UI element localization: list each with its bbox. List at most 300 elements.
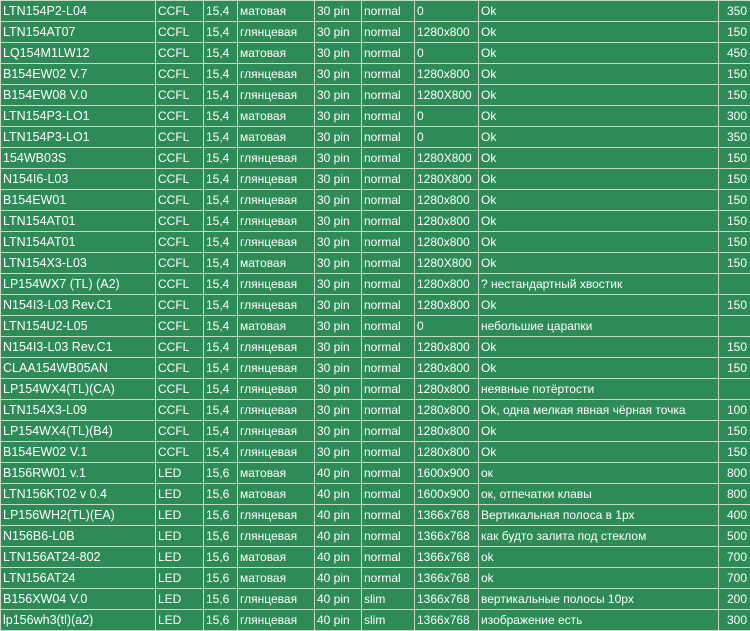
- surface-cell: глянцевая: [238, 610, 315, 631]
- price-cell: 200: [719, 589, 750, 610]
- table-row: [1, 43, 750, 64]
- table-row: [1, 505, 750, 526]
- thickness-cell: normal: [362, 64, 415, 85]
- surface-cell: матовая: [238, 484, 315, 505]
- condition-cell: Ok: [479, 211, 719, 232]
- price-cell: 150: [719, 421, 750, 442]
- condition-cell: Ok: [479, 190, 719, 211]
- condition-cell: ок: [479, 463, 719, 484]
- table-row: [1, 148, 750, 169]
- surface-cell: матовая: [238, 106, 315, 127]
- condition-cell: Вертикальная полоса в 1рх: [479, 505, 719, 526]
- condition-cell: Ok: [479, 295, 719, 316]
- resolution-cell: 1366x768: [415, 610, 479, 631]
- pins-cell: 40 pin: [315, 568, 362, 589]
- surface-cell: глянцевая: [238, 337, 315, 358]
- model-cell: lp156wh3(tl)(a2): [1, 610, 156, 631]
- price-cell: 500: [719, 526, 750, 547]
- resolution-cell: 1280x800: [415, 379, 479, 400]
- condition-cell: небольшие царапки: [479, 316, 719, 337]
- pins-cell: 30 pin: [315, 253, 362, 274]
- resolution-cell: 0: [415, 106, 479, 127]
- pins-cell: 30 pin: [315, 274, 362, 295]
- model-cell: B154EW02 V.7: [1, 64, 156, 85]
- condition-cell: Ok: [479, 421, 719, 442]
- pins-cell: 40 pin: [315, 610, 362, 631]
- thickness-cell: normal: [362, 484, 415, 505]
- thickness-cell: normal: [362, 568, 415, 589]
- size-cell: 15,4: [204, 358, 238, 379]
- resolution-cell: 1280X800: [415, 148, 479, 169]
- size-cell: 15,6: [204, 547, 238, 568]
- backlight-cell: LED: [156, 610, 204, 631]
- surface-cell: глянцевая: [238, 505, 315, 526]
- surface-cell: глянцевая: [238, 232, 315, 253]
- price-cell: 350: [719, 1, 750, 22]
- pins-cell: 30 pin: [315, 421, 362, 442]
- surface-cell: глянцевая: [238, 85, 315, 106]
- resolution-cell: 0: [415, 1, 479, 22]
- surface-cell: матовая: [238, 463, 315, 484]
- price-cell: [719, 316, 750, 337]
- model-cell: N156B6-L0B: [1, 526, 156, 547]
- surface-cell: глянцевая: [238, 190, 315, 211]
- table-row: [1, 190, 750, 211]
- model-cell: LTN156AT24: [1, 568, 156, 589]
- backlight-cell: CCFL: [156, 127, 204, 148]
- surface-cell: глянцевая: [238, 358, 315, 379]
- condition-cell: Ok, одна мелкая явная чёрная точка: [479, 400, 719, 421]
- model-cell: LTN154U2-L05: [1, 316, 156, 337]
- pins-cell: 30 pin: [315, 127, 362, 148]
- price-cell: 150: [719, 442, 750, 463]
- backlight-cell: CCFL: [156, 442, 204, 463]
- surface-cell: матовая: [238, 547, 315, 568]
- price-cell: 150: [719, 295, 750, 316]
- condition-cell: вертикальные полосы 10px: [479, 589, 719, 610]
- table-row: [1, 316, 750, 337]
- price-cell: 450: [719, 43, 750, 64]
- size-cell: 15,6: [204, 610, 238, 631]
- backlight-cell: CCFL: [156, 1, 204, 22]
- price-cell: 150: [719, 232, 750, 253]
- backlight-cell: LED: [156, 589, 204, 610]
- thickness-cell: normal: [362, 274, 415, 295]
- pins-cell: 30 pin: [315, 190, 362, 211]
- surface-cell: глянцевая: [238, 22, 315, 43]
- table-row: [1, 589, 750, 610]
- resolution-cell: 1280X800: [415, 169, 479, 190]
- size-cell: 15,6: [204, 484, 238, 505]
- condition-cell: Ok: [479, 22, 719, 43]
- backlight-cell: CCFL: [156, 274, 204, 295]
- size-cell: 15,4: [204, 211, 238, 232]
- model-cell: LTN154P3-LO1: [1, 127, 156, 148]
- condition-cell: Ok: [479, 148, 719, 169]
- size-cell: 15,6: [204, 526, 238, 547]
- model-cell: B156RW01 v.1: [1, 463, 156, 484]
- size-cell: 15,4: [204, 85, 238, 106]
- surface-cell: глянцевая: [238, 169, 315, 190]
- thickness-cell: normal: [362, 400, 415, 421]
- condition-cell: неявные потёртости: [479, 379, 719, 400]
- price-cell: 700: [719, 547, 750, 568]
- resolution-cell: 1366x768: [415, 547, 479, 568]
- thickness-cell: normal: [362, 379, 415, 400]
- table-row: [1, 211, 750, 232]
- price-cell: 150: [719, 64, 750, 85]
- resolution-cell: 1280x800: [415, 211, 479, 232]
- table-row: [1, 22, 750, 43]
- model-cell: CLAA154WB05AN: [1, 358, 156, 379]
- model-cell: LTN154X3-L03: [1, 253, 156, 274]
- pins-cell: 30 pin: [315, 211, 362, 232]
- thickness-cell: normal: [362, 232, 415, 253]
- backlight-cell: CCFL: [156, 316, 204, 337]
- pins-cell: 30 pin: [315, 22, 362, 43]
- pins-cell: 30 pin: [315, 232, 362, 253]
- model-cell: LP156WH2(TL)(EA): [1, 505, 156, 526]
- price-cell: 150: [719, 85, 750, 106]
- model-cell: LP154WX4(TL)(B4): [1, 421, 156, 442]
- size-cell: 15,6: [204, 589, 238, 610]
- model-cell: LTN154P3-LO1: [1, 106, 156, 127]
- price-cell: [719, 379, 750, 400]
- backlight-cell: CCFL: [156, 400, 204, 421]
- surface-cell: матовая: [238, 316, 315, 337]
- resolution-cell: 1280x800: [415, 421, 479, 442]
- resolution-cell: 0: [415, 316, 479, 337]
- size-cell: 15,4: [204, 295, 238, 316]
- condition-cell: Ok: [479, 43, 719, 64]
- thickness-cell: normal: [362, 505, 415, 526]
- size-cell: 15,6: [204, 568, 238, 589]
- table-row: [1, 274, 750, 295]
- resolution-cell: 1280x800: [415, 442, 479, 463]
- pins-cell: 30 pin: [315, 1, 362, 22]
- pins-cell: 30 pin: [315, 337, 362, 358]
- model-cell: LTN154AT01: [1, 211, 156, 232]
- model-cell: LTN156AT24-802: [1, 547, 156, 568]
- pins-cell: 30 pin: [315, 148, 362, 169]
- resolution-cell: 1280x800: [415, 358, 479, 379]
- table-row: [1, 85, 750, 106]
- condition-cell: Ok: [479, 85, 719, 106]
- condition-cell: Ok: [479, 253, 719, 274]
- condition-cell: Ok: [479, 358, 719, 379]
- resolution-cell: 1280x800: [415, 295, 479, 316]
- thickness-cell: normal: [362, 127, 415, 148]
- table-row: [1, 232, 750, 253]
- thickness-cell: slim: [362, 589, 415, 610]
- price-cell: 300: [719, 106, 750, 127]
- size-cell: 15,4: [204, 43, 238, 64]
- table-row: [1, 106, 750, 127]
- backlight-cell: LED: [156, 547, 204, 568]
- thickness-cell: normal: [362, 547, 415, 568]
- size-cell: 15,4: [204, 253, 238, 274]
- model-cell: N154I6-L03: [1, 169, 156, 190]
- surface-cell: глянцевая: [238, 274, 315, 295]
- thickness-cell: normal: [362, 211, 415, 232]
- pins-cell: 30 pin: [315, 85, 362, 106]
- table-row: [1, 379, 750, 400]
- pins-cell: 40 pin: [315, 589, 362, 610]
- condition-cell: Ok: [479, 337, 719, 358]
- backlight-cell: CCFL: [156, 211, 204, 232]
- pins-cell: 30 pin: [315, 442, 362, 463]
- size-cell: 15,4: [204, 22, 238, 43]
- thickness-cell: normal: [362, 421, 415, 442]
- thickness-cell: normal: [362, 526, 415, 547]
- price-cell: 150: [719, 190, 750, 211]
- table-row: [1, 169, 750, 190]
- surface-cell: глянцевая: [238, 589, 315, 610]
- backlight-cell: CCFL: [156, 295, 204, 316]
- surface-cell: матовая: [238, 1, 315, 22]
- condition-cell: как будто залита под стеклом: [479, 526, 719, 547]
- model-cell: B156XW04 V.0: [1, 589, 156, 610]
- backlight-cell: CCFL: [156, 358, 204, 379]
- size-cell: 15,4: [204, 379, 238, 400]
- backlight-cell: CCFL: [156, 421, 204, 442]
- backlight-cell: CCFL: [156, 106, 204, 127]
- condition-cell: Ok: [479, 1, 719, 22]
- thickness-cell: normal: [362, 43, 415, 64]
- thickness-cell: normal: [362, 1, 415, 22]
- size-cell: 15,4: [204, 169, 238, 190]
- size-cell: 15,6: [204, 505, 238, 526]
- resolution-cell: 1366x768: [415, 526, 479, 547]
- size-cell: 15,4: [204, 190, 238, 211]
- size-cell: 15,4: [204, 127, 238, 148]
- resolution-cell: 1280x800: [415, 190, 479, 211]
- backlight-cell: LED: [156, 568, 204, 589]
- table-row: [1, 253, 750, 274]
- pins-cell: 30 pin: [315, 43, 362, 64]
- backlight-cell: CCFL: [156, 64, 204, 85]
- price-cell: 150: [719, 358, 750, 379]
- size-cell: 15,4: [204, 1, 238, 22]
- backlight-cell: LED: [156, 463, 204, 484]
- thickness-cell: normal: [362, 22, 415, 43]
- price-cell: 400: [719, 505, 750, 526]
- model-cell: LP154WX7 (TL) (A2): [1, 274, 156, 295]
- table-row: [1, 127, 750, 148]
- condition-cell: Ok: [479, 232, 719, 253]
- backlight-cell: CCFL: [156, 85, 204, 106]
- price-cell: 350: [719, 127, 750, 148]
- pins-cell: 40 pin: [315, 484, 362, 505]
- price-cell: 300: [719, 610, 750, 631]
- condition-cell: Ok: [479, 106, 719, 127]
- resolution-cell: 1280x800: [415, 64, 479, 85]
- model-cell: B154EW01: [1, 190, 156, 211]
- pins-cell: 30 pin: [315, 295, 362, 316]
- table-body: [1, 1, 750, 631]
- resolution-cell: 1280x800: [415, 400, 479, 421]
- surface-cell: глянцевая: [238, 421, 315, 442]
- resolution-cell: 1600x900: [415, 484, 479, 505]
- condition-cell: Ok: [479, 64, 719, 85]
- price-cell: [719, 274, 750, 295]
- price-cell: 150: [719, 148, 750, 169]
- model-cell: N154I3-L03 Rev.C1: [1, 337, 156, 358]
- table-row: [1, 358, 750, 379]
- resolution-cell: 1366x768: [415, 568, 479, 589]
- condition-cell: ? нестандартный хвостик: [479, 274, 719, 295]
- table-row: [1, 400, 750, 421]
- resolution-cell: 1600x900: [415, 463, 479, 484]
- thickness-cell: normal: [362, 253, 415, 274]
- model-cell: LQ154M1LW12: [1, 43, 156, 64]
- thickness-cell: normal: [362, 442, 415, 463]
- backlight-cell: CCFL: [156, 169, 204, 190]
- resolution-cell: 1366x768: [415, 589, 479, 610]
- condition-cell: изображение есть: [479, 610, 719, 631]
- backlight-cell: CCFL: [156, 253, 204, 274]
- surface-cell: глянцевая: [238, 211, 315, 232]
- size-cell: 15,6: [204, 463, 238, 484]
- thickness-cell: slim: [362, 610, 415, 631]
- thickness-cell: normal: [362, 190, 415, 211]
- size-cell: 15,4: [204, 442, 238, 463]
- price-cell: 150: [719, 169, 750, 190]
- backlight-cell: CCFL: [156, 379, 204, 400]
- table-row: [1, 337, 750, 358]
- size-cell: 15,4: [204, 64, 238, 85]
- model-cell: LTN154AT01: [1, 232, 156, 253]
- thickness-cell: normal: [362, 148, 415, 169]
- pins-cell: 30 pin: [315, 64, 362, 85]
- size-cell: 15,4: [204, 337, 238, 358]
- surface-cell: матовая: [238, 253, 315, 274]
- model-cell: N154I3-L03 Rev.C1: [1, 295, 156, 316]
- model-cell: B154EW02 V.1: [1, 442, 156, 463]
- thickness-cell: normal: [362, 358, 415, 379]
- price-cell: 800: [719, 463, 750, 484]
- resolution-cell: 1280X800: [415, 85, 479, 106]
- model-cell: 154WB03S: [1, 148, 156, 169]
- table-row: [1, 484, 750, 505]
- thickness-cell: normal: [362, 337, 415, 358]
- table-row: [1, 568, 750, 589]
- backlight-cell: CCFL: [156, 148, 204, 169]
- pins-cell: 40 pin: [315, 547, 362, 568]
- backlight-cell: CCFL: [156, 22, 204, 43]
- backlight-cell: CCFL: [156, 43, 204, 64]
- resolution-cell: 1280x800: [415, 274, 479, 295]
- backlight-cell: CCFL: [156, 232, 204, 253]
- table-row: [1, 295, 750, 316]
- size-cell: 15,4: [204, 316, 238, 337]
- backlight-cell: LED: [156, 505, 204, 526]
- condition-cell: ok: [479, 568, 719, 589]
- backlight-cell: LED: [156, 526, 204, 547]
- price-cell: 150: [719, 22, 750, 43]
- pins-cell: 30 pin: [315, 379, 362, 400]
- surface-cell: матовая: [238, 43, 315, 64]
- condition-cell: ок, отпечатки клавы: [479, 484, 719, 505]
- model-cell: LP154WX4(TL)(CA): [1, 379, 156, 400]
- thickness-cell: normal: [362, 316, 415, 337]
- size-cell: 15,4: [204, 274, 238, 295]
- price-cell: 150: [719, 211, 750, 232]
- table-row: [1, 526, 750, 547]
- resolution-cell: 0: [415, 127, 479, 148]
- pins-cell: 30 pin: [315, 106, 362, 127]
- pins-cell: 40 pin: [315, 526, 362, 547]
- table-row: [1, 1, 750, 22]
- surface-cell: глянцевая: [238, 148, 315, 169]
- size-cell: 15,4: [204, 148, 238, 169]
- surface-cell: глянцевая: [238, 64, 315, 85]
- backlight-cell: LED: [156, 484, 204, 505]
- condition-cell: Ok: [479, 442, 719, 463]
- table-row: [1, 421, 750, 442]
- condition-cell: Ok: [479, 169, 719, 190]
- condition-cell: Ok: [479, 127, 719, 148]
- model-cell: B154EW08 V.0: [1, 85, 156, 106]
- surface-cell: глянцевая: [238, 295, 315, 316]
- pins-cell: 30 pin: [315, 316, 362, 337]
- surface-cell: глянцевая: [238, 442, 315, 463]
- pins-cell: 40 pin: [315, 505, 362, 526]
- surface-cell: глянцевая: [238, 526, 315, 547]
- thickness-cell: normal: [362, 85, 415, 106]
- backlight-cell: CCFL: [156, 190, 204, 211]
- price-cell: 700: [719, 568, 750, 589]
- thickness-cell: normal: [362, 295, 415, 316]
- size-cell: 15,4: [204, 421, 238, 442]
- price-cell: 150: [719, 253, 750, 274]
- table-row: [1, 463, 750, 484]
- table-row: [1, 547, 750, 568]
- price-cell: 100: [719, 400, 750, 421]
- size-cell: 15,4: [204, 106, 238, 127]
- pins-cell: 40 pin: [315, 463, 362, 484]
- surface-cell: матовая: [238, 568, 315, 589]
- surface-cell: матовая: [238, 127, 315, 148]
- resolution-cell: 1280x800: [415, 22, 479, 43]
- pins-cell: 30 pin: [315, 358, 362, 379]
- model-cell: LTN154AT07: [1, 22, 156, 43]
- price-cell: 150: [719, 337, 750, 358]
- surface-cell: глянцевая: [238, 400, 315, 421]
- pins-cell: 30 pin: [315, 400, 362, 421]
- thickness-cell: normal: [362, 106, 415, 127]
- resolution-cell: 1280x800: [415, 232, 479, 253]
- pins-cell: 30 pin: [315, 169, 362, 190]
- model-cell: LTN154X3-L09: [1, 400, 156, 421]
- backlight-cell: CCFL: [156, 337, 204, 358]
- table-row: [1, 442, 750, 463]
- resolution-cell: 1366x768: [415, 505, 479, 526]
- condition-cell: ok: [479, 547, 719, 568]
- surface-cell: глянцевая: [238, 379, 315, 400]
- thickness-cell: normal: [362, 463, 415, 484]
- table-row: [1, 610, 750, 631]
- model-cell: LTN154P2-L04: [1, 1, 156, 22]
- price-cell: 800: [719, 484, 750, 505]
- size-cell: 15,4: [204, 232, 238, 253]
- size-cell: 15,4: [204, 400, 238, 421]
- resolution-cell: 1280X800: [415, 253, 479, 274]
- model-cell: LTN156KT02 v 0.4: [1, 484, 156, 505]
- thickness-cell: normal: [362, 169, 415, 190]
- resolution-cell: 1280x800: [415, 337, 479, 358]
- table-row: [1, 64, 750, 85]
